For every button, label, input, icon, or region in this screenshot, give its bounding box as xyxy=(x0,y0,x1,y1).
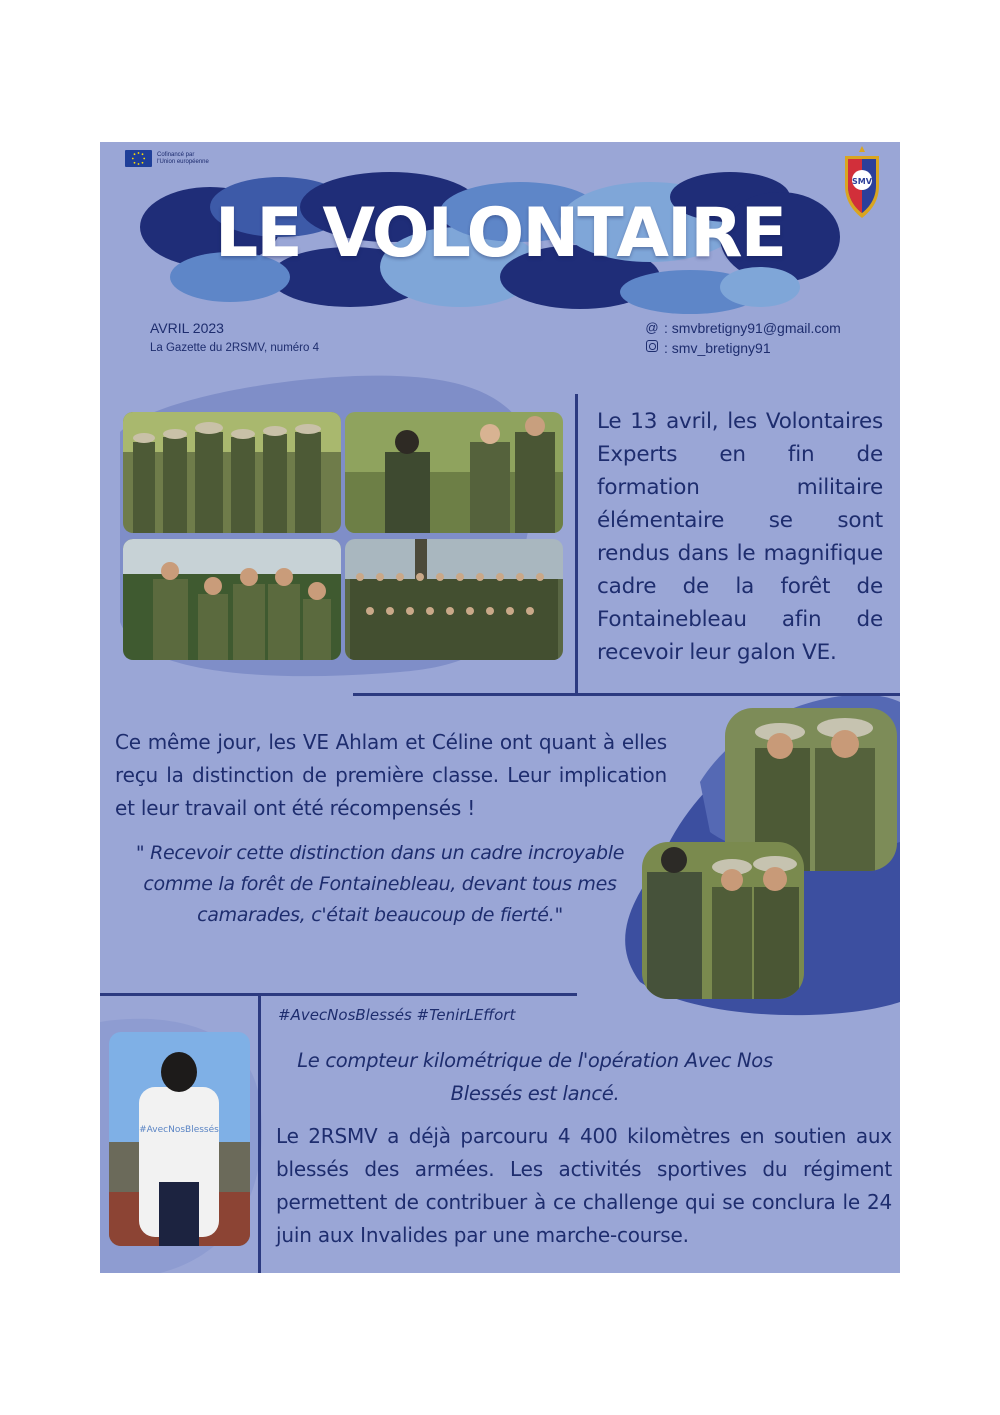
contact-info xyxy=(644,318,841,358)
photo-galon-ceremony xyxy=(345,412,563,533)
section3-paragraph: Le 2RSMV a déjà parcouru 4 400 kilomètres en soutien aux blessés des armées. Les activités sportives du régiment permettent de contribuer à ce challenge qui se conclura le 24 juin aux Invalides par une marche-course. xyxy=(276,1124,892,1247)
contact-email[interactable]: : smvbretigny91@gmail.com xyxy=(664,320,841,336)
at-icon: @ xyxy=(645,320,659,335)
contact-instagram[interactable]: : smv_bretigny91 xyxy=(664,340,771,356)
instagram-icon xyxy=(646,340,658,352)
section2-quote: " Recevoir cette distinction dans un cadre incroyable comme la forêt de Fontainebleau, devant tous mes camarades, c'était beaucoup de fierté." xyxy=(135,842,625,926)
section2-paragraph: Ce même jour, les VE Ahlam et Céline ont quant à elles reçu la distinction de première classe. Leur implication et leur travail ont été récompensés ! xyxy=(115,730,667,820)
divider-vertical-2 xyxy=(258,993,261,1273)
photo-large-group xyxy=(345,539,563,660)
section1-paragraph: Le 13 avril, les Volontaires Experts en fin de formation militaire élémentaire se sont rendus dans le magnifique cadre de la forêt de Fontainebleau afin de recevoir leur galon VE. xyxy=(597,409,883,665)
photo-group-forest xyxy=(123,539,341,660)
photo-first-class-ceremony xyxy=(642,842,804,999)
divider-horizontal-2 xyxy=(100,993,577,996)
eu-flag-icon xyxy=(125,150,152,167)
divider-vertical-1 xyxy=(575,394,578,694)
section3-headline: Le compteur kilométrique de l'opération Avec Nos Blessés est lancé. xyxy=(297,1049,773,1105)
divider-horizontal-1 xyxy=(353,693,900,696)
issue-date: AVRIL 2023 xyxy=(150,320,224,336)
photo-runner-avecnosblesses xyxy=(109,1032,250,1246)
section3-hashtags: #AvecNosBlessés #TenirLEffort xyxy=(278,1006,516,1024)
eu-line1: Cofinancé par xyxy=(157,151,195,158)
issue-subtitle: La Gazette du 2RSMV, numéro 4 xyxy=(150,342,319,354)
eu-cofunding-badge xyxy=(125,150,227,167)
newsletter-title: LE VOLONTAIRE xyxy=(214,194,786,273)
shirt-hashtag: #AvecNosBlessés xyxy=(139,1125,219,1135)
newsletter-page xyxy=(100,142,900,1273)
eu-line2: l'Union européenne xyxy=(157,158,209,165)
crest-label: SMV xyxy=(852,177,872,186)
photo-soldiers-lineup xyxy=(123,412,341,533)
